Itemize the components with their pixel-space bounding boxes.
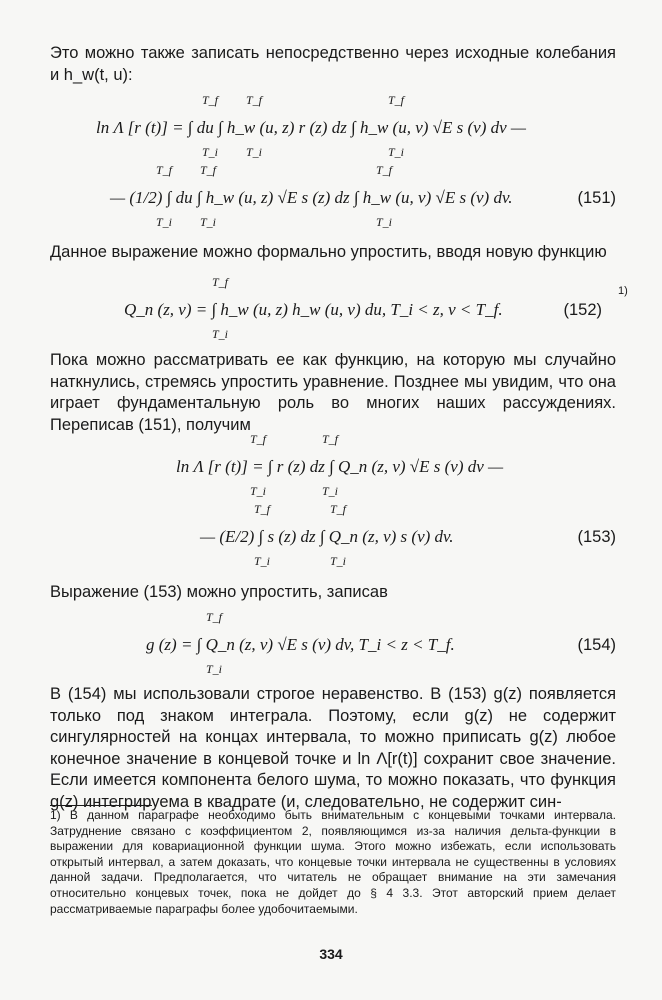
meanwhile-paragraph [50,350,616,436]
limit-lower: T_i [388,145,405,159]
limit-lower: T_i [206,662,223,676]
equation-number: (151) [577,189,616,207]
limit-upper: T_f [388,93,405,107]
limit-lower: T_i [156,215,173,229]
limit-upper: T_f [254,502,271,516]
eq153-line2-text: — (E/2) ∫ s (z) dz ∫ Q_n (z, v) s (v) dv. [200,527,454,546]
limit-upper: T_f [206,610,223,624]
limit-lower: T_i [330,554,347,568]
footnote-mark: 1) [618,285,628,297]
limit-lower: T_i [200,215,217,229]
intro-text: Это можно также записать непосредственно через исходные колебания и h_w(t, u): [50,44,616,84]
eq151-line2-text: — (1/2) ∫ du ∫ h_w (u, z) √E s (z) dz ∫ h_w (u, v) √E s (v) dv. [110,188,513,207]
footnote-divider [50,805,152,806]
limit-upper: T_f [156,163,173,177]
equation-number: (153) [577,528,616,546]
limit-lower: T_i [202,145,219,159]
limit-lower: T_i [246,145,263,159]
simplify-paragraph [50,242,616,264]
equation-151-line-1 [50,93,616,159]
limit-lower: T_i [376,215,393,229]
equation-153-line-2 [50,502,616,568]
eq152-text: Q_n (z, v) = ∫ h_w (u, z) h_w (u, v) du, T_i < z, v < T_f. [124,300,503,319]
equation-number: (154) [577,636,616,654]
equation-154 [50,610,616,676]
limit-upper: T_f [202,93,219,107]
limit-lower: T_i [250,484,267,498]
footnote [50,808,616,917]
intro-paragraph [50,43,616,86]
equation-152 [50,275,628,341]
limit-upper: T_f [330,502,347,516]
expr153-text: Выражение (153) можно упростить, записав [50,583,388,601]
expr153-paragraph [50,582,616,604]
limit-upper: T_f [200,163,217,177]
eq154-text: g (z) = ∫ Q_n (z, v) √E s (v) dv, T_i < z < T_f. [146,635,455,654]
footnote-text: 1) В данном параграфе необходимо быть внимательным с концевыми точками интервала. Затруднение связано с коэффициентом 2, появляющимся из-за наличия дельта-функции в выражении для ковариационной функции шума. Этого можно избежать, если использовать открытый интервал, а затем доказать, что концевые точки интервала не существенны в условиях данной задачи. Предполагается, что читатель не обращает внимание на эти замечания относительно концевых точек, пока не дойдет до § 4 3.3. Этот авторский прием делает рассматриваемые параграфы более удобочитаемыми. [50,808,616,916]
page-number: 334 [319,946,343,962]
limit-upper: T_f [322,432,339,446]
eq153-line1-text: ln Λ [r (t)] = ∫ r (z) dz ∫ Q_n (z, v) √E s (v) dv — [176,457,504,476]
equation-number: (152) [563,301,602,319]
limit-lower: T_i [212,327,229,341]
simplify-text: Данное выражение можно формально упростить, вводя новую функцию [50,243,607,261]
limit-lower: T_i [322,484,339,498]
equation-151-line-2 [50,163,616,229]
limit-upper: T_f [212,275,229,289]
meanwhile-text: Пока можно рассматривать ее как функцию, на которую мы случайно наткнулись, стремясь упростить уравнение. Позднее мы увидим, что она играет фундаментальную роль во многих наших рассуждениях. Переписав (151), получим [50,351,616,434]
limit-upper: T_f [376,163,393,177]
final-paragraph [50,684,616,813]
limit-upper: T_f [250,432,267,446]
eq151-line1-text: ln Λ [r (t)] = ∫ du ∫ h_w (u, z) r (z) dz ∫ h_w (u, v) √E s (v) dv — [96,118,527,137]
equation-153-line-1 [50,432,616,498]
limit-lower: T_i [254,554,271,568]
final-text: В (154) мы использовали строгое неравенство. В (153) g(z) появляется только под знаком интеграла. Поэтому, если g(z) не содержит сингулярностей на концах интервала, то можно приписать g(z) любое конечное значение в концевой точке и ln Λ[r(t)] сохранит свое значение. Если имеется компонента белого шума, то можно показать, что функция g(z) интегрируема в квадрате (и, следовательно, не содержит син- [50,685,616,811]
limit-upper: T_f [246,93,263,107]
